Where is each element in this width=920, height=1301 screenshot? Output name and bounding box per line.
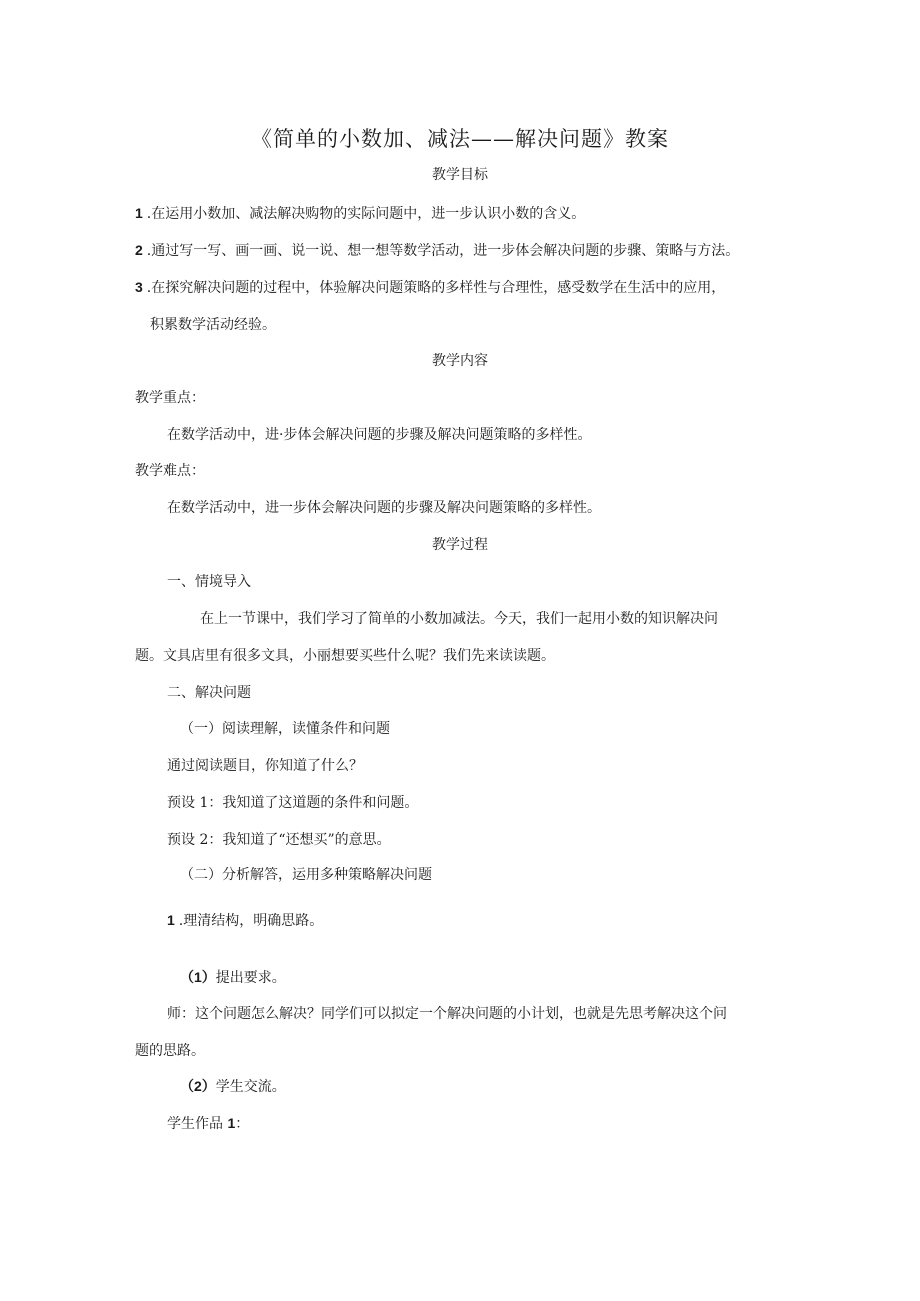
document-title: 《简单的小数加、减法——解决问题》教案 bbox=[251, 127, 669, 151]
step-1-text: .理清结构，明确思路。 bbox=[178, 913, 324, 929]
teacher-paragraph-line2: 题的思路。 bbox=[135, 1043, 205, 1059]
key-point-text: 在数学活动中，进·步体会解决问题的步骤及解决问题策略的多样性。 bbox=[167, 427, 592, 443]
item-2-text: 学生交流。 bbox=[215, 1079, 286, 1095]
sub2-title: （二）分析解答，运用多种策略解决问题 bbox=[180, 867, 432, 883]
item-1-number: （1） bbox=[180, 969, 216, 985]
objective-3-continuation: 积累数学活动经验。 bbox=[150, 317, 276, 333]
question-1: 通过阅读题目，你知道了什么？ bbox=[167, 758, 363, 774]
step-1 bbox=[167, 911, 323, 930]
difficulty-label: 教学难点： bbox=[135, 463, 205, 479]
objective-3 bbox=[135, 278, 725, 297]
objective-2-text: .通过写一写、画一画、说一说、想一想等数学活动，进一步体会解决问题的步骤、策略与方法。 bbox=[146, 243, 740, 259]
objectives-heading: 教学目标 bbox=[432, 167, 488, 183]
student-work-1-label: 学生作品 bbox=[167, 1116, 228, 1132]
objective-1 bbox=[135, 204, 585, 223]
objective-1-number: 1 bbox=[135, 205, 143, 221]
item-1 bbox=[180, 968, 286, 987]
student-work-1-colon: ： bbox=[235, 1116, 250, 1132]
preset-2-text: ：我知道了“还想买”的意思。 bbox=[208, 832, 391, 848]
part1-title: 一、情境导入 bbox=[167, 574, 251, 590]
student-work-1-number: 1 bbox=[227, 1115, 236, 1131]
key-point-label: 教学重点： bbox=[135, 390, 205, 406]
student-work-1 bbox=[167, 1114, 249, 1133]
preset-2 bbox=[167, 831, 391, 849]
item-2 bbox=[180, 1077, 286, 1096]
preset-1-label: 预设 1 bbox=[167, 795, 209, 811]
objective-2-number: 2 bbox=[135, 242, 143, 258]
item-1-text: 提出要求。 bbox=[215, 970, 286, 986]
content-heading: 教学内容 bbox=[432, 353, 488, 369]
part2-title: 二、解决问题 bbox=[167, 685, 251, 701]
preset-2-label: 预设 2 bbox=[167, 832, 209, 848]
preset-1-text: ：我知道了这道题的条件和问题。 bbox=[208, 795, 419, 811]
objective-3-number: 3 bbox=[135, 279, 143, 295]
process-heading: 教学过程 bbox=[432, 537, 488, 553]
item-2-number: （2） bbox=[180, 1078, 216, 1094]
part1-paragraph-line2: 题。文具店里有很多文具，小丽想要买些什么呢？我们先来读读题。 bbox=[135, 648, 555, 664]
objective-3-text: .在探究解决问题的过程中，体验解决问题策略的多样性与合理性，感受数学在生活中的应用， bbox=[146, 280, 726, 296]
difficulty-text: 在数学活动中，进一步体会解决问题的步骤及解决问题策略的多样性。 bbox=[167, 500, 601, 516]
objective-1-text: .在运用小数加、减法解决购物的实际问题中，进一步认识小数的含义。 bbox=[146, 206, 586, 222]
step-1-number: 1 bbox=[167, 912, 175, 928]
preset-1 bbox=[167, 794, 418, 812]
objective-2 bbox=[135, 241, 739, 260]
sub1-title: （一）阅读理解，读懂条件和问题 bbox=[180, 721, 390, 737]
part1-paragraph-line1: 在上一节课中，我们学习了简单的小数加减法。今天，我们一起用小数的知识解决问 bbox=[200, 611, 718, 627]
teacher-paragraph-line1: 师：这个问题怎么解决？同学们可以拟定一个解决问题的小计划，也就是先思考解决这个问 bbox=[167, 1006, 727, 1022]
